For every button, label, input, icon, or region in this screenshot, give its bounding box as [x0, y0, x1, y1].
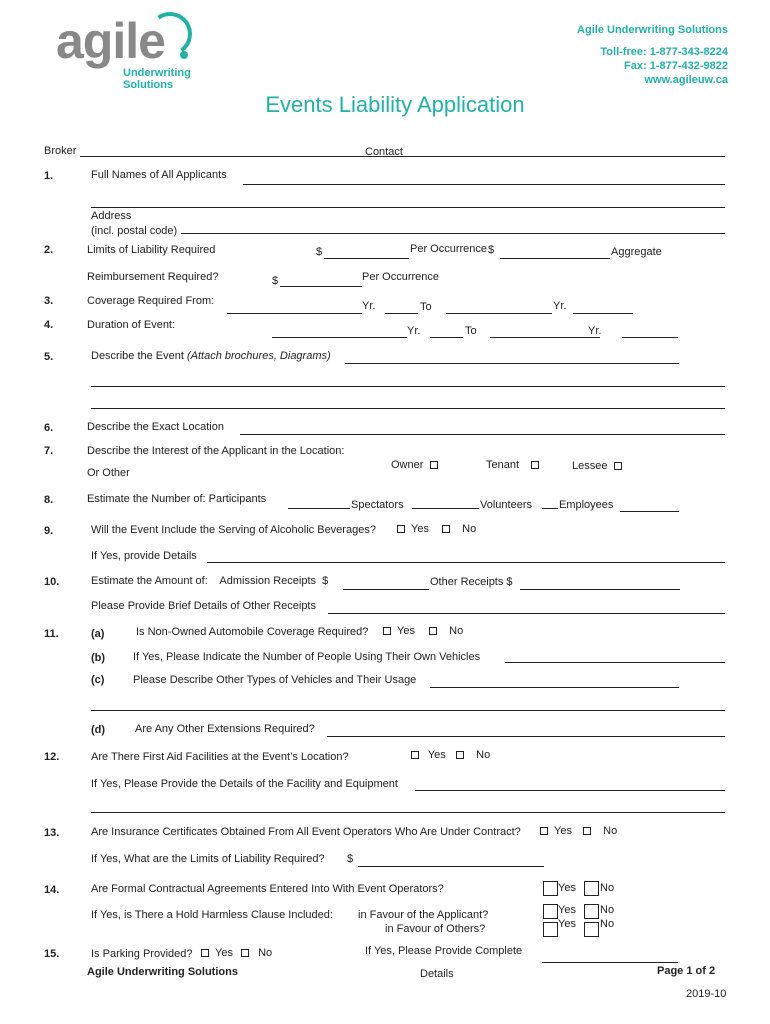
- fax-label: Fax:: [624, 60, 647, 72]
- q2-aggregate: Aggregate: [611, 246, 662, 258]
- q5-label: [91, 350, 331, 362]
- owner-option[interactable]: [391, 459, 444, 471]
- q2-dollar: $: [316, 246, 323, 258]
- q15-yes-label: Yes: [215, 947, 233, 959]
- q13b-field[interactable]: [358, 866, 544, 867]
- employees-field[interactable]: [620, 511, 679, 512]
- logo-sub-2: Solutions: [123, 79, 174, 91]
- q15b-field[interactable]: [542, 962, 678, 963]
- q3-yr-field-2[interactable]: [573, 313, 633, 314]
- reimb-field[interactable]: [280, 286, 362, 287]
- website: www.agileuw.ca: [644, 74, 728, 86]
- q2-dollar-2: $: [488, 244, 495, 256]
- q10b-field[interactable]: [328, 613, 725, 614]
- q12-number: 12.: [44, 751, 60, 763]
- q5-field[interactable]: [345, 363, 679, 364]
- q11a-no-label: No: [449, 625, 464, 637]
- q9-yes-checkbox[interactable]: [397, 525, 405, 533]
- admission-field[interactable]: [343, 589, 429, 590]
- q14-yes-label: Yes: [558, 882, 576, 894]
- q14-no-label: No: [600, 882, 615, 894]
- q15-no-label: No: [258, 947, 273, 959]
- lessee-option[interactable]: [572, 460, 628, 472]
- q8-number: 8.: [44, 494, 54, 506]
- q1-field[interactable]: [243, 184, 725, 185]
- q13-label: Are Insurance Certificates Obtained From All Event Operators Who Are Under Contract?: [91, 826, 521, 838]
- q12-no-checkbox[interactable]: [456, 751, 464, 759]
- favour-others-label: in Favour of Others?: [385, 923, 486, 935]
- q14-no-checkbox[interactable]: [584, 881, 599, 896]
- q13-no[interactable]: [583, 825, 617, 837]
- q4-yr-field-1[interactable]: [430, 337, 463, 338]
- q14b-oth-yes-checkbox[interactable]: [543, 922, 558, 937]
- tenant-checkbox[interactable]: [531, 461, 539, 469]
- volunteers-field[interactable]: [542, 508, 558, 509]
- q12-yes-checkbox[interactable]: [411, 751, 419, 759]
- q11a-yes-label: Yes: [397, 625, 415, 637]
- q14b-oth-no-checkbox[interactable]: [584, 922, 599, 937]
- q3-from-field[interactable]: [227, 313, 362, 314]
- employees-label: Employees: [559, 499, 614, 511]
- q4-number: 4.: [44, 319, 54, 331]
- q4-from-field[interactable]: [272, 337, 407, 338]
- q3-label: Coverage Required From:: [87, 295, 215, 307]
- q5-text: Describe the Event: [91, 350, 184, 362]
- q11c-field[interactable]: [430, 687, 679, 688]
- q11c-field-2[interactable]: [91, 710, 725, 711]
- q3-to: To: [420, 301, 432, 313]
- logo: [56, 14, 196, 94]
- q6-label: Describe the Exact Location: [87, 421, 224, 433]
- q15-label: Is Parking Provided?: [91, 948, 193, 960]
- q4-yr-field-2[interactable]: [622, 337, 678, 338]
- reimb-dollar: $: [272, 275, 279, 287]
- q13-no-checkbox[interactable]: [583, 827, 591, 835]
- q12b-label: If Yes, Please Provide the Details of the Facility and Equipment: [91, 778, 398, 790]
- q11a-yes[interactable]: [383, 625, 415, 637]
- q15-number: 15.: [44, 948, 60, 960]
- q6-number: 6.: [44, 422, 54, 434]
- q11b-label: If Yes, Please Indicate the Number of People Using Their Own Vehicles: [133, 651, 481, 663]
- q3-yr-2: Yr.: [553, 300, 567, 312]
- q2-agg-field[interactable]: [500, 258, 610, 259]
- q11a-label: Is Non-Owned Automobile Coverage Required?: [136, 626, 369, 638]
- q11a-letter: (a): [91, 628, 105, 640]
- tenant-option[interactable]: [486, 459, 545, 471]
- q4-label: Duration of Event:: [87, 319, 176, 331]
- other-receipts-field[interactable]: [520, 589, 680, 590]
- owner-checkbox[interactable]: [430, 461, 438, 469]
- q14-number: 14.: [44, 884, 60, 896]
- q1-number: 1.: [44, 170, 54, 182]
- q10b-label: Please Provide Brief Details of Other Receipts: [91, 600, 316, 612]
- q11d-label: Are Any Other Extensions Required?: [135, 723, 315, 735]
- q3-yr-field-1[interactable]: [385, 313, 418, 314]
- tenant-label: Tenant: [486, 459, 520, 471]
- q15-yes-checkbox[interactable]: [201, 949, 209, 957]
- q2-number: 2.: [44, 244, 54, 256]
- q12b-field[interactable]: [415, 790, 725, 791]
- q13-number: 13.: [44, 827, 60, 839]
- q11a-no[interactable]: [429, 625, 463, 637]
- tollfree-number: 1-877-343-8224: [649, 46, 728, 58]
- q14b-label: If Yes, is There a Hold Harmless Clause Included:: [91, 909, 333, 921]
- q12-label: Are There First Aid Facilities at the Event’s Location?: [91, 751, 349, 763]
- q3-number: 3.: [44, 295, 54, 307]
- q6-field[interactable]: [240, 434, 725, 435]
- or-other-label: Or Other: [87, 467, 130, 479]
- q9-no-checkbox[interactable]: [442, 525, 450, 533]
- page-title: Events Liability Application: [265, 92, 525, 117]
- q12b-field-2[interactable]: [91, 812, 725, 813]
- company-name: Agile Underwriting Solutions: [577, 24, 728, 36]
- q5-note: (Attach brochures, Diagrams): [187, 350, 331, 362]
- q12-no[interactable]: [456, 749, 490, 761]
- reimb-per-occ: Per Occurrence: [362, 271, 440, 283]
- q7-number: 7.: [44, 445, 54, 457]
- q14b-app-yes-label: Yes: [558, 904, 576, 916]
- q2-per-occ: Per Occurrence: [410, 243, 488, 255]
- footer-page: Page 1 of 2: [657, 965, 716, 977]
- q11-number: 11.: [44, 628, 59, 640]
- q5-field-3[interactable]: [91, 408, 725, 409]
- logo-sub-1: Underwriting: [123, 67, 191, 79]
- postal-label: (incl. postal code): [91, 225, 178, 237]
- q11c-label: Please Describe Other Types of Vehicles and Their Usage: [133, 674, 417, 686]
- q1-label: Full Names of All Applicants: [91, 169, 227, 181]
- q14-yes-checkbox[interactable]: [543, 881, 558, 896]
- volunteers-label: Volunteers: [480, 499, 532, 511]
- q15-no[interactable]: [241, 947, 272, 959]
- q9b-label: If Yes, provide Details: [91, 550, 197, 562]
- q8-label: Estimate the Number of: Participants: [87, 493, 267, 505]
- participants-field[interactable]: [288, 508, 350, 509]
- q1-field-2[interactable]: [91, 207, 725, 208]
- lessee-checkbox[interactable]: [614, 462, 622, 470]
- q5-number: 5.: [44, 351, 54, 363]
- q15-details-label: Details: [420, 968, 454, 980]
- q13-yes-checkbox[interactable]: [540, 827, 548, 835]
- q11c-letter: (c): [91, 674, 105, 686]
- q11a-yes-checkbox[interactable]: [383, 627, 391, 635]
- q11d-letter: (d): [91, 724, 106, 736]
- q11b-field[interactable]: [505, 662, 725, 663]
- footer-company: Agile Underwriting Solutions: [87, 966, 238, 978]
- q9-label: Will the Event Include the Serving of Alcoholic Beverages?: [91, 524, 376, 536]
- q15-no-checkbox[interactable]: [241, 949, 249, 957]
- lessee-label: Lessee: [572, 460, 608, 472]
- q11b-letter: (b): [91, 652, 106, 664]
- q2-label: Limits of Liability Required: [87, 244, 216, 256]
- footer-date: 2019-10: [686, 988, 727, 1000]
- q13b-dollar: $: [347, 853, 354, 865]
- fax-number: 1-877-432-9822: [649, 60, 728, 72]
- q14b-oth-yes-label: Yes: [558, 918, 576, 930]
- owner-label: Owner: [391, 459, 424, 471]
- other-receipts-label: Other Receipts $: [430, 576, 513, 588]
- q14b-oth-no-label: No: [600, 918, 615, 930]
- q9-no[interactable]: [442, 523, 476, 535]
- q9-number: 9.: [44, 525, 54, 537]
- q14-label: Are Formal Contractual Agreements Entered Into With Event Operators?: [91, 883, 444, 895]
- q4-yr-1: Yr.: [407, 325, 421, 337]
- favour-applicant-label: in Favour of the Applicant?: [358, 909, 489, 921]
- q11d-field[interactable]: [327, 736, 725, 737]
- q2-occ-field[interactable]: [324, 258, 409, 259]
- tollfree-label: Toll-free:: [600, 46, 647, 58]
- address-label: Address: [91, 210, 132, 222]
- q9-yes-label: Yes: [411, 523, 429, 535]
- reimb-label: Reimbursement Required?: [87, 271, 219, 283]
- q13-yes-label: Yes: [554, 825, 572, 837]
- q13-yes[interactable]: [540, 825, 572, 837]
- q10-label: Estimate the Amount of: Admission Receipts $: [91, 575, 329, 587]
- q15b-label: If Yes, Please Provide Complete: [365, 945, 523, 957]
- q12-no-label: No: [476, 749, 491, 761]
- q14b-app-yes-checkbox[interactable]: [543, 904, 558, 919]
- q7-label: Describe the Interest of the Applicant in the Location:: [87, 445, 345, 457]
- contact-label: Contact: [365, 146, 403, 158]
- q12-yes[interactable]: [411, 749, 446, 761]
- q5-field-2[interactable]: [91, 386, 725, 387]
- q3-to-field[interactable]: [446, 313, 552, 314]
- q9b-field[interactable]: [207, 562, 725, 563]
- spectators-label: Spectators: [351, 499, 404, 511]
- q4-to-field[interactable]: [490, 337, 600, 338]
- logo-dot: [180, 51, 188, 59]
- q14b-app-no-label: No: [600, 904, 615, 916]
- q12-yes-label: Yes: [427, 749, 446, 761]
- q9-no-label: No: [462, 523, 477, 535]
- address-field[interactable]: [181, 233, 725, 234]
- q13b-label: If Yes, What are the Limits of Liability Required?: [91, 853, 325, 865]
- q15-yes[interactable]: [201, 947, 233, 959]
- q10-number: 10.: [44, 576, 60, 588]
- q9-yes[interactable]: [397, 523, 429, 535]
- q3-yr-1: Yr.: [362, 300, 376, 312]
- logo-wordmark: agile: [56, 13, 165, 69]
- q4-to: To: [465, 325, 477, 337]
- q4-yr-2: Yr.: [588, 325, 602, 337]
- q13-no-label: No: [603, 825, 618, 837]
- q14b-app-no-checkbox[interactable]: [584, 904, 599, 919]
- spectators-field[interactable]: [412, 508, 479, 509]
- q11a-no-checkbox[interactable]: [429, 627, 437, 635]
- broker-label: Broker: [44, 145, 77, 157]
